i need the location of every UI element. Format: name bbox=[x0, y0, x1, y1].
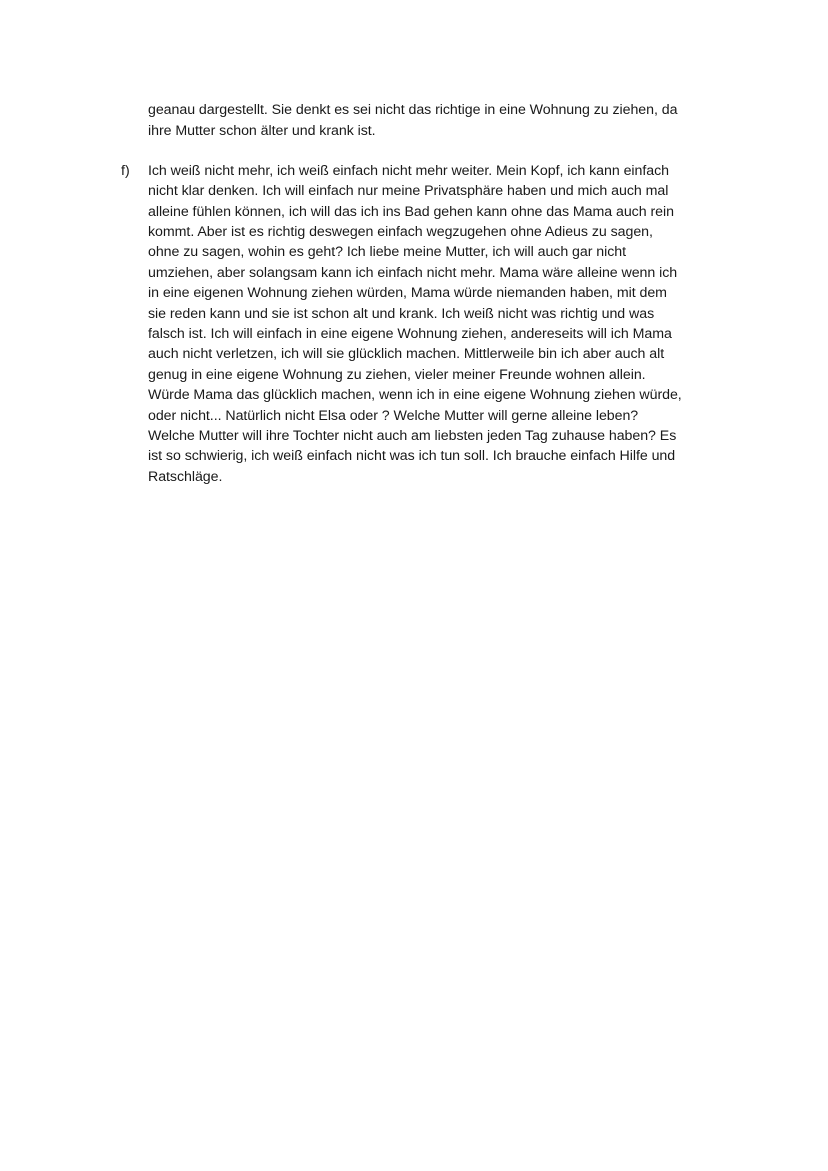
text-line: sie reden kann und sie ist schon alt und krank. Ich weiß nicht was richtig und was bbox=[148, 306, 655, 322]
text-line: falsch ist. Ich will einfach in eine eigene Wohnung ziehen, andereseits will ich Mama bbox=[148, 326, 672, 342]
text-line: auch nicht verletzen, ich will sie glücklich machen. Mittlerweile bin ich aber auch alt bbox=[148, 346, 665, 362]
text-line: Ich weiß nicht mehr, ich weiß einfach nicht mehr weiter. Mein Kopf, ich kann einfach bbox=[148, 163, 669, 179]
text-line: alleine fühlen können, ich will das ich ins Bad gehen kann ohne das Mama auch rein bbox=[148, 204, 674, 220]
text-line: Würde Mama das glücklich machen, wenn ich in eine eigene Wohnung ziehen würde, bbox=[148, 387, 682, 403]
text-line: oder nicht... Natürlich nicht Elsa oder ? Welche Mutter will gerne alleine leben? bbox=[148, 408, 639, 424]
text-line: Welche Mutter will ihre Tochter nicht auch am liebsten jeden Tag zuhause haben? Es bbox=[148, 428, 677, 444]
text-line: ihre Mutter schon älter und krank ist. bbox=[148, 123, 376, 139]
text-line: geanau dargestellt. Sie denkt es sei nicht das richtige in eine Wohnung zu ziehen, da bbox=[148, 102, 678, 118]
text-line: Ratschläge. bbox=[148, 469, 223, 485]
list-marker-f: f) bbox=[121, 163, 130, 179]
text-line: genug in eine eigene Wohnung zu ziehen, vieler meiner Freunde wohnen allein. bbox=[148, 367, 646, 383]
text-line: in eine eigenen Wohnung ziehen würden, Mama würde niemanden haben, mit dem bbox=[148, 285, 667, 301]
text-line: ohne zu sagen, wohin es geht? Ich liebe meine Mutter, ich will auch gar nicht bbox=[148, 244, 627, 260]
text-line: kommt. Aber ist es richtig deswegen einfach wegzugehen ohne Adieus zu sagen, bbox=[148, 224, 653, 240]
text-line: ist so schwierig, ich weiß einfach nicht was ich tun soll. Ich brauche einfach Hilfe und bbox=[148, 448, 676, 464]
text-line: umziehen, aber solangsam kann ich einfach nicht mehr. Mama wäre alleine wenn ich bbox=[148, 265, 678, 281]
text-line: nicht klar denken. Ich will einfach nur meine Privatsphäre haben und mich auch mal bbox=[148, 183, 669, 199]
